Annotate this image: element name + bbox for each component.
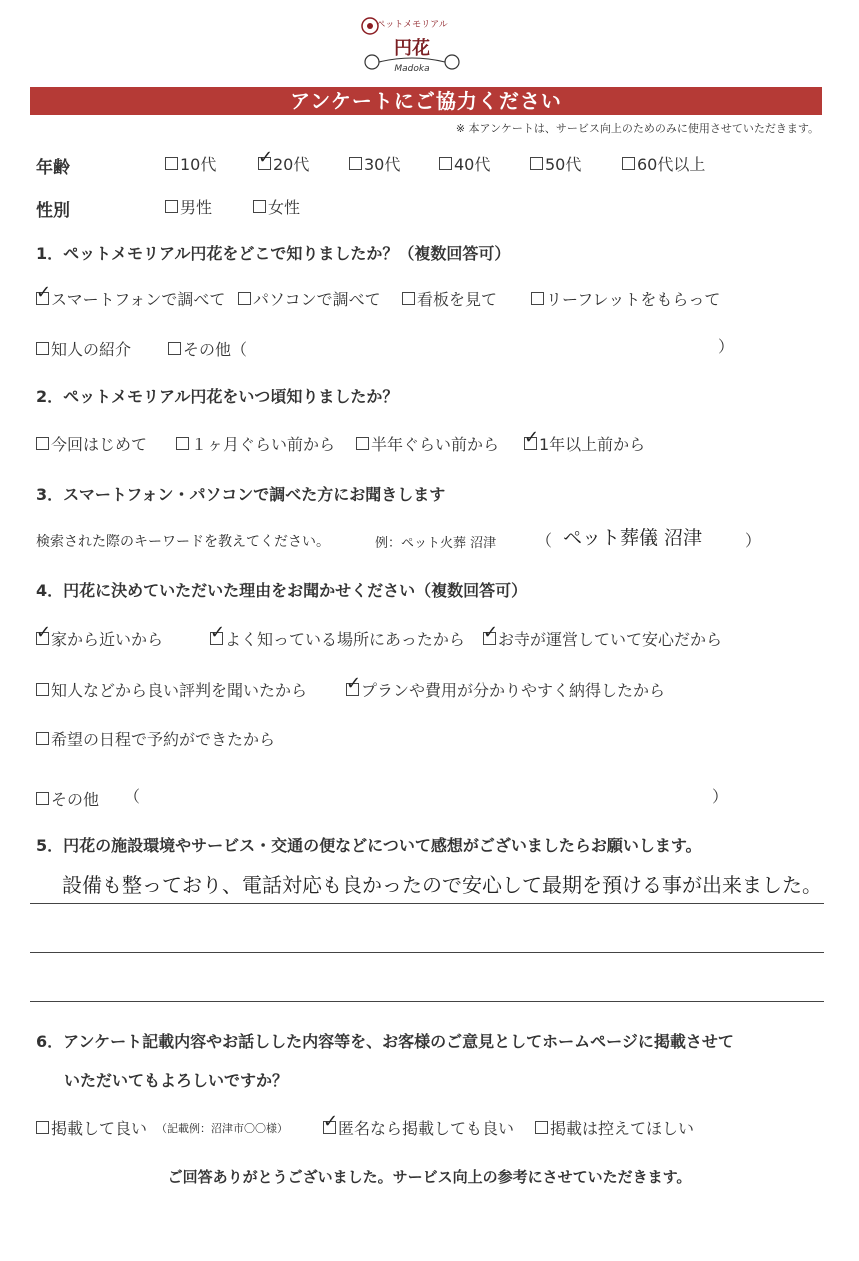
q3-open-paren: （ (536, 531, 553, 550)
q4-option-good-reputation[interactable]: 知人などから良い評判を聞いたから (36, 678, 307, 701)
check-mark-icon: ✓ (483, 622, 499, 643)
q2-option-half-year[interactable]: 半年ぐらい前から (356, 432, 499, 455)
q4-option-desired-schedule[interactable]: 希望の日程で予約ができたから (36, 727, 275, 750)
age-option-50s[interactable]: 50代 (530, 152, 581, 175)
checkbox-icon[interactable] (524, 427, 540, 450)
q6-option-decline[interactable]: 掲載は控えてほしい (535, 1116, 694, 1139)
q4-option-known-place[interactable]: ✓ よく知っている場所にあったから (210, 622, 465, 649)
age-option-60s-plus[interactable]: 60代以上 (622, 152, 705, 175)
checkbox-icon[interactable] (36, 683, 49, 696)
question-1-title: 1．ペットメモリアル円花をどこで知りましたか？（複数回答可） (36, 244, 511, 263)
checkbox-icon[interactable] (168, 342, 181, 355)
q3-keyword-answer[interactable]: ペット葬儀 沼津 (563, 527, 703, 549)
q2-option-first-time[interactable]: 今回はじめて (36, 432, 147, 455)
gender-label: 性別 (36, 201, 70, 221)
q4-option-temple-run[interactable]: ✓ お寺が運営していて安心だから (483, 622, 723, 649)
q5-comment-answer[interactable]: 設備も整っており、電話対応も良かったので安心して最期を預ける事が出来ました。 (62, 873, 822, 897)
checkbox-icon[interactable] (36, 732, 49, 745)
q6-example: （記載例：沼津市〇〇様） (156, 1122, 288, 1135)
q6-option-anonymous[interactable]: ✓ 匿名なら掲載しても良い (323, 1111, 515, 1138)
answer-line-3 (30, 1001, 824, 1002)
check-mark-icon: ✓ (210, 622, 226, 643)
q4-other-close-paren: ） (712, 787, 729, 806)
logo-subtitle: ペットメモリアル (376, 20, 448, 30)
gender-option-male[interactable]: 男性 (165, 195, 212, 218)
logo-roman: Madoka (394, 64, 430, 74)
checkbox-icon[interactable] (439, 157, 452, 170)
answer-line-1 (30, 903, 824, 904)
q3-prompt: 検索された際のキーワードを教えてください。 (36, 534, 330, 550)
q4-option-other[interactable]: その他 (36, 787, 99, 810)
question-6-title-line-1: 6．アンケート記載内容やお話しした内容等を、お客様のご意見としてホームページに掲載させて (36, 1032, 734, 1051)
checkbox-icon[interactable] (210, 622, 226, 645)
checkbox-icon[interactable] (253, 200, 266, 213)
checkbox-icon[interactable] (356, 437, 369, 450)
q2-option-one-month[interactable]: １ヶ月ぐらい前から (176, 432, 335, 455)
q1-other-close-paren: ） (718, 337, 735, 356)
check-mark-icon: ✓ (36, 622, 52, 643)
checkbox-icon[interactable] (36, 282, 52, 305)
checkbox-icon[interactable] (483, 622, 499, 645)
checkbox-icon[interactable] (402, 292, 415, 305)
usage-note: ※ 本アンケートは、サービス向上のためのみに使用させていただきます。 (455, 122, 819, 135)
question-6-title-line-2: いただいてもよろしいですか？ (64, 1071, 289, 1090)
checkbox-icon[interactable] (36, 437, 49, 450)
answer-line-2 (30, 952, 824, 953)
gender-option-female[interactable]: 女性 (253, 195, 300, 218)
checkbox-icon[interactable] (165, 157, 178, 170)
check-mark-icon: ✓ (346, 673, 362, 694)
checkbox-icon[interactable] (258, 147, 274, 170)
logo (352, 14, 472, 82)
checkbox-icon[interactable] (238, 292, 251, 305)
checkbox-icon[interactable] (349, 157, 362, 170)
check-mark-icon: ✓ (36, 282, 52, 303)
q4-option-near-home[interactable]: ✓ 家から近いから (36, 622, 164, 649)
q4-option-clear-pricing[interactable]: ✓ プランや費用が分かりやすく納得したから (346, 673, 666, 700)
checkbox-icon[interactable] (36, 622, 52, 645)
q1-option-pc[interactable]: パソコンで調べて (238, 287, 381, 310)
q1-option-leaflet[interactable]: リーフレットをもらって (531, 287, 720, 310)
q3-close-paren: ） (745, 531, 762, 550)
q1-option-smartphone[interactable]: ✓ スマートフォンで調べて (36, 282, 226, 309)
checkbox-icon[interactable] (36, 792, 49, 805)
checkbox-icon[interactable] (165, 200, 178, 213)
age-option-10s[interactable]: 10代 (165, 152, 216, 175)
checkbox-icon[interactable] (36, 1121, 49, 1134)
footer-thanks: ご回答ありがとうございました。サービス向上の参考にさせていただきます。 (167, 1168, 692, 1186)
logo-text: 円花 (394, 38, 430, 59)
checkbox-icon[interactable] (346, 673, 362, 696)
checkbox-icon[interactable] (622, 157, 635, 170)
question-2-title: 2．ペットメモリアル円花をいつ頃知りましたか？ (36, 387, 399, 406)
question-5-title: 5．円花の施設環境やサービス・交通の便などについて感想がございましたらお願いします。 (36, 836, 702, 855)
q3-example: 例：ペット火葬 沼津 (375, 536, 497, 551)
checkbox-icon[interactable] (531, 292, 544, 305)
age-label: 年齢 (36, 158, 70, 178)
checkbox-icon[interactable] (176, 437, 189, 450)
age-option-30s[interactable]: 30代 (349, 152, 400, 175)
q1-option-signboard[interactable]: 看板を見て (402, 287, 497, 310)
question-4-title: 4．円花に決めていただいた理由をお聞かせください（複数回答可） (36, 581, 528, 600)
check-mark-icon: ✓ (258, 147, 274, 168)
age-option-40s[interactable]: 40代 (439, 152, 490, 175)
checkbox-icon[interactable] (530, 157, 543, 170)
check-mark-icon: ✓ (524, 427, 540, 448)
page-title: アンケートにご協力ください (30, 87, 822, 115)
q6-option-allow[interactable]: 掲載して良い (36, 1116, 147, 1139)
q4-other-open-paren: （ (124, 787, 141, 806)
q1-option-referral[interactable]: 知人の紹介 (36, 337, 131, 360)
q1-option-other[interactable]: その他（ (168, 337, 247, 360)
checkbox-icon[interactable] (535, 1121, 548, 1134)
checkbox-icon[interactable] (323, 1111, 339, 1134)
q2-option-over-one-year[interactable]: ✓ 1年以上前から (524, 427, 646, 454)
checkbox-icon[interactable] (36, 342, 49, 355)
age-option-20s[interactable]: ✓ 20代 (258, 147, 310, 174)
question-3-title: 3．スマートフォン・パソコンで調べた方にお聞きします (36, 485, 446, 504)
check-mark-icon: ✓ (323, 1111, 339, 1132)
